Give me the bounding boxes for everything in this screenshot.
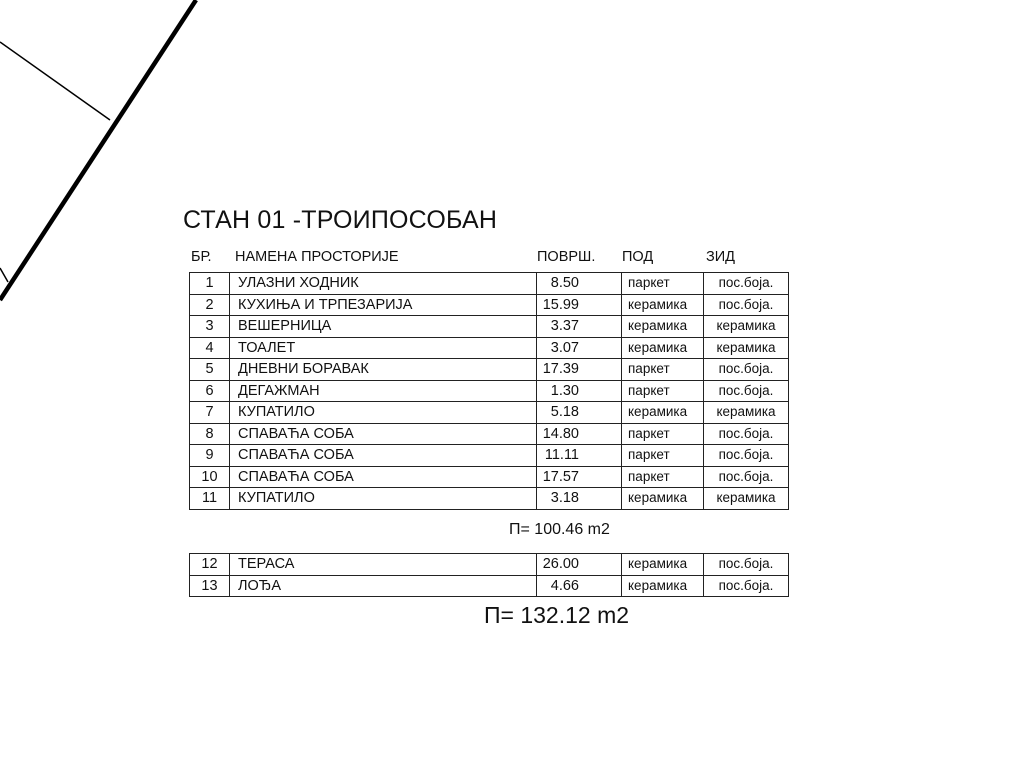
room-number: 7 [190, 402, 230, 424]
room-floor: керамика [622, 316, 704, 338]
room-wall: керамика [704, 337, 789, 359]
plan-wall-corner [0, 268, 8, 282]
room-floor: керамика [622, 554, 704, 576]
room-floor: паркет [622, 273, 704, 295]
table-row [190, 402, 789, 424]
total-area: П= 132.12 m2 [484, 602, 630, 628]
room-number: 5 [190, 359, 230, 381]
room-floor: паркет [622, 380, 704, 402]
subtotal-area: П= 100.46 m2 [509, 521, 610, 538]
room-area: 4.66 [537, 575, 622, 597]
room-floor: керамика [622, 575, 704, 597]
room-wall: пос.боја. [704, 273, 789, 295]
room-wall: пос.боја. [704, 554, 789, 576]
room-name: ДЕГАЖМАН [230, 380, 537, 402]
room-wall: керамика [704, 488, 789, 510]
table-row [190, 294, 789, 316]
room-name: КУПАТИЛО [230, 402, 537, 424]
room-number: 3 [190, 316, 230, 338]
room-area: 14.80 [537, 423, 622, 445]
room-floor: керамика [622, 294, 704, 316]
room-area: 5.18 [537, 402, 622, 424]
table-row [190, 273, 789, 295]
room-wall: пос.боја. [704, 445, 789, 467]
room-wall: пос.боја. [704, 380, 789, 402]
table-row [190, 423, 789, 445]
room-number: 10 [190, 466, 230, 488]
room-name: ЛОЂА [230, 575, 537, 597]
room-wall: пос.боја. [704, 575, 789, 597]
table-row [190, 488, 789, 510]
room-area: 3.37 [537, 316, 622, 338]
room-name: УЛАЗНИ ХОДНИК [230, 273, 537, 295]
table-row [190, 466, 789, 488]
room-wall: пос.боја. [704, 359, 789, 381]
room-number: 13 [190, 575, 230, 597]
room-wall: пос.боја. [704, 423, 789, 445]
room-area: 1.30 [537, 380, 622, 402]
room-area: 8.50 [537, 273, 622, 295]
table-row [190, 575, 789, 597]
table-row [190, 380, 789, 402]
room-name: ТЕРАСА [230, 554, 537, 576]
room-number: 6 [190, 380, 230, 402]
room-wall: пос.боја. [704, 294, 789, 316]
room-wall: керамика [704, 316, 789, 338]
room-name: СПАВАЋА СОБА [230, 445, 537, 467]
room-floor: паркет [622, 466, 704, 488]
room-name: СПАВАЋА СОБА [230, 466, 537, 488]
table-row [190, 359, 789, 381]
room-area: 15.99 [537, 294, 622, 316]
header-wall: ЗИД [706, 249, 735, 265]
room-wall: пос.боја. [704, 466, 789, 488]
plan-wall-thin [0, 42, 110, 120]
room-area: 11.11 [537, 445, 622, 467]
table-row [190, 554, 789, 576]
room-name: ВЕШЕРНИЦА [230, 316, 537, 338]
room-floor: паркет [622, 445, 704, 467]
room-name: ДНЕВНИ БОРАВАК [230, 359, 537, 381]
room-name: СПАВАЋА СОБА [230, 423, 537, 445]
header-area: ПОВРШ. [537, 249, 596, 265]
room-number: 2 [190, 294, 230, 316]
room-name: КУПАТИЛО [230, 488, 537, 510]
header-number: БР. [191, 249, 212, 265]
table-row [190, 445, 789, 467]
page-title: СТАН 01 -ТРОИПОСОБАН [183, 206, 498, 234]
rooms-table [189, 272, 789, 510]
plan-wall-thick [0, 0, 196, 300]
room-floor: керамика [622, 488, 704, 510]
room-floor: керамика [622, 337, 704, 359]
header-floor: ПОД [622, 249, 654, 265]
room-number: 12 [190, 554, 230, 576]
room-number: 8 [190, 423, 230, 445]
room-wall: керамика [704, 402, 789, 424]
room-area: 3.18 [537, 488, 622, 510]
room-area: 17.57 [537, 466, 622, 488]
room-number: 9 [190, 445, 230, 467]
room-floor: паркет [622, 423, 704, 445]
room-floor: керамика [622, 402, 704, 424]
room-area: 26.00 [537, 554, 622, 576]
room-floor: паркет [622, 359, 704, 381]
room-number: 1 [190, 273, 230, 295]
header-name: НАМЕНА ПРОСТОРИЈЕ [235, 249, 399, 265]
room-number: 11 [190, 488, 230, 510]
table-row [190, 316, 789, 338]
room-name: КУХИЊА И ТРПЕЗАРИЈА [230, 294, 537, 316]
outdoor-table [189, 553, 789, 597]
room-number: 4 [190, 337, 230, 359]
table-row [190, 337, 789, 359]
room-area: 17.39 [537, 359, 622, 381]
room-name: ТОАЛЕТ [230, 337, 537, 359]
room-area: 3.07 [537, 337, 622, 359]
